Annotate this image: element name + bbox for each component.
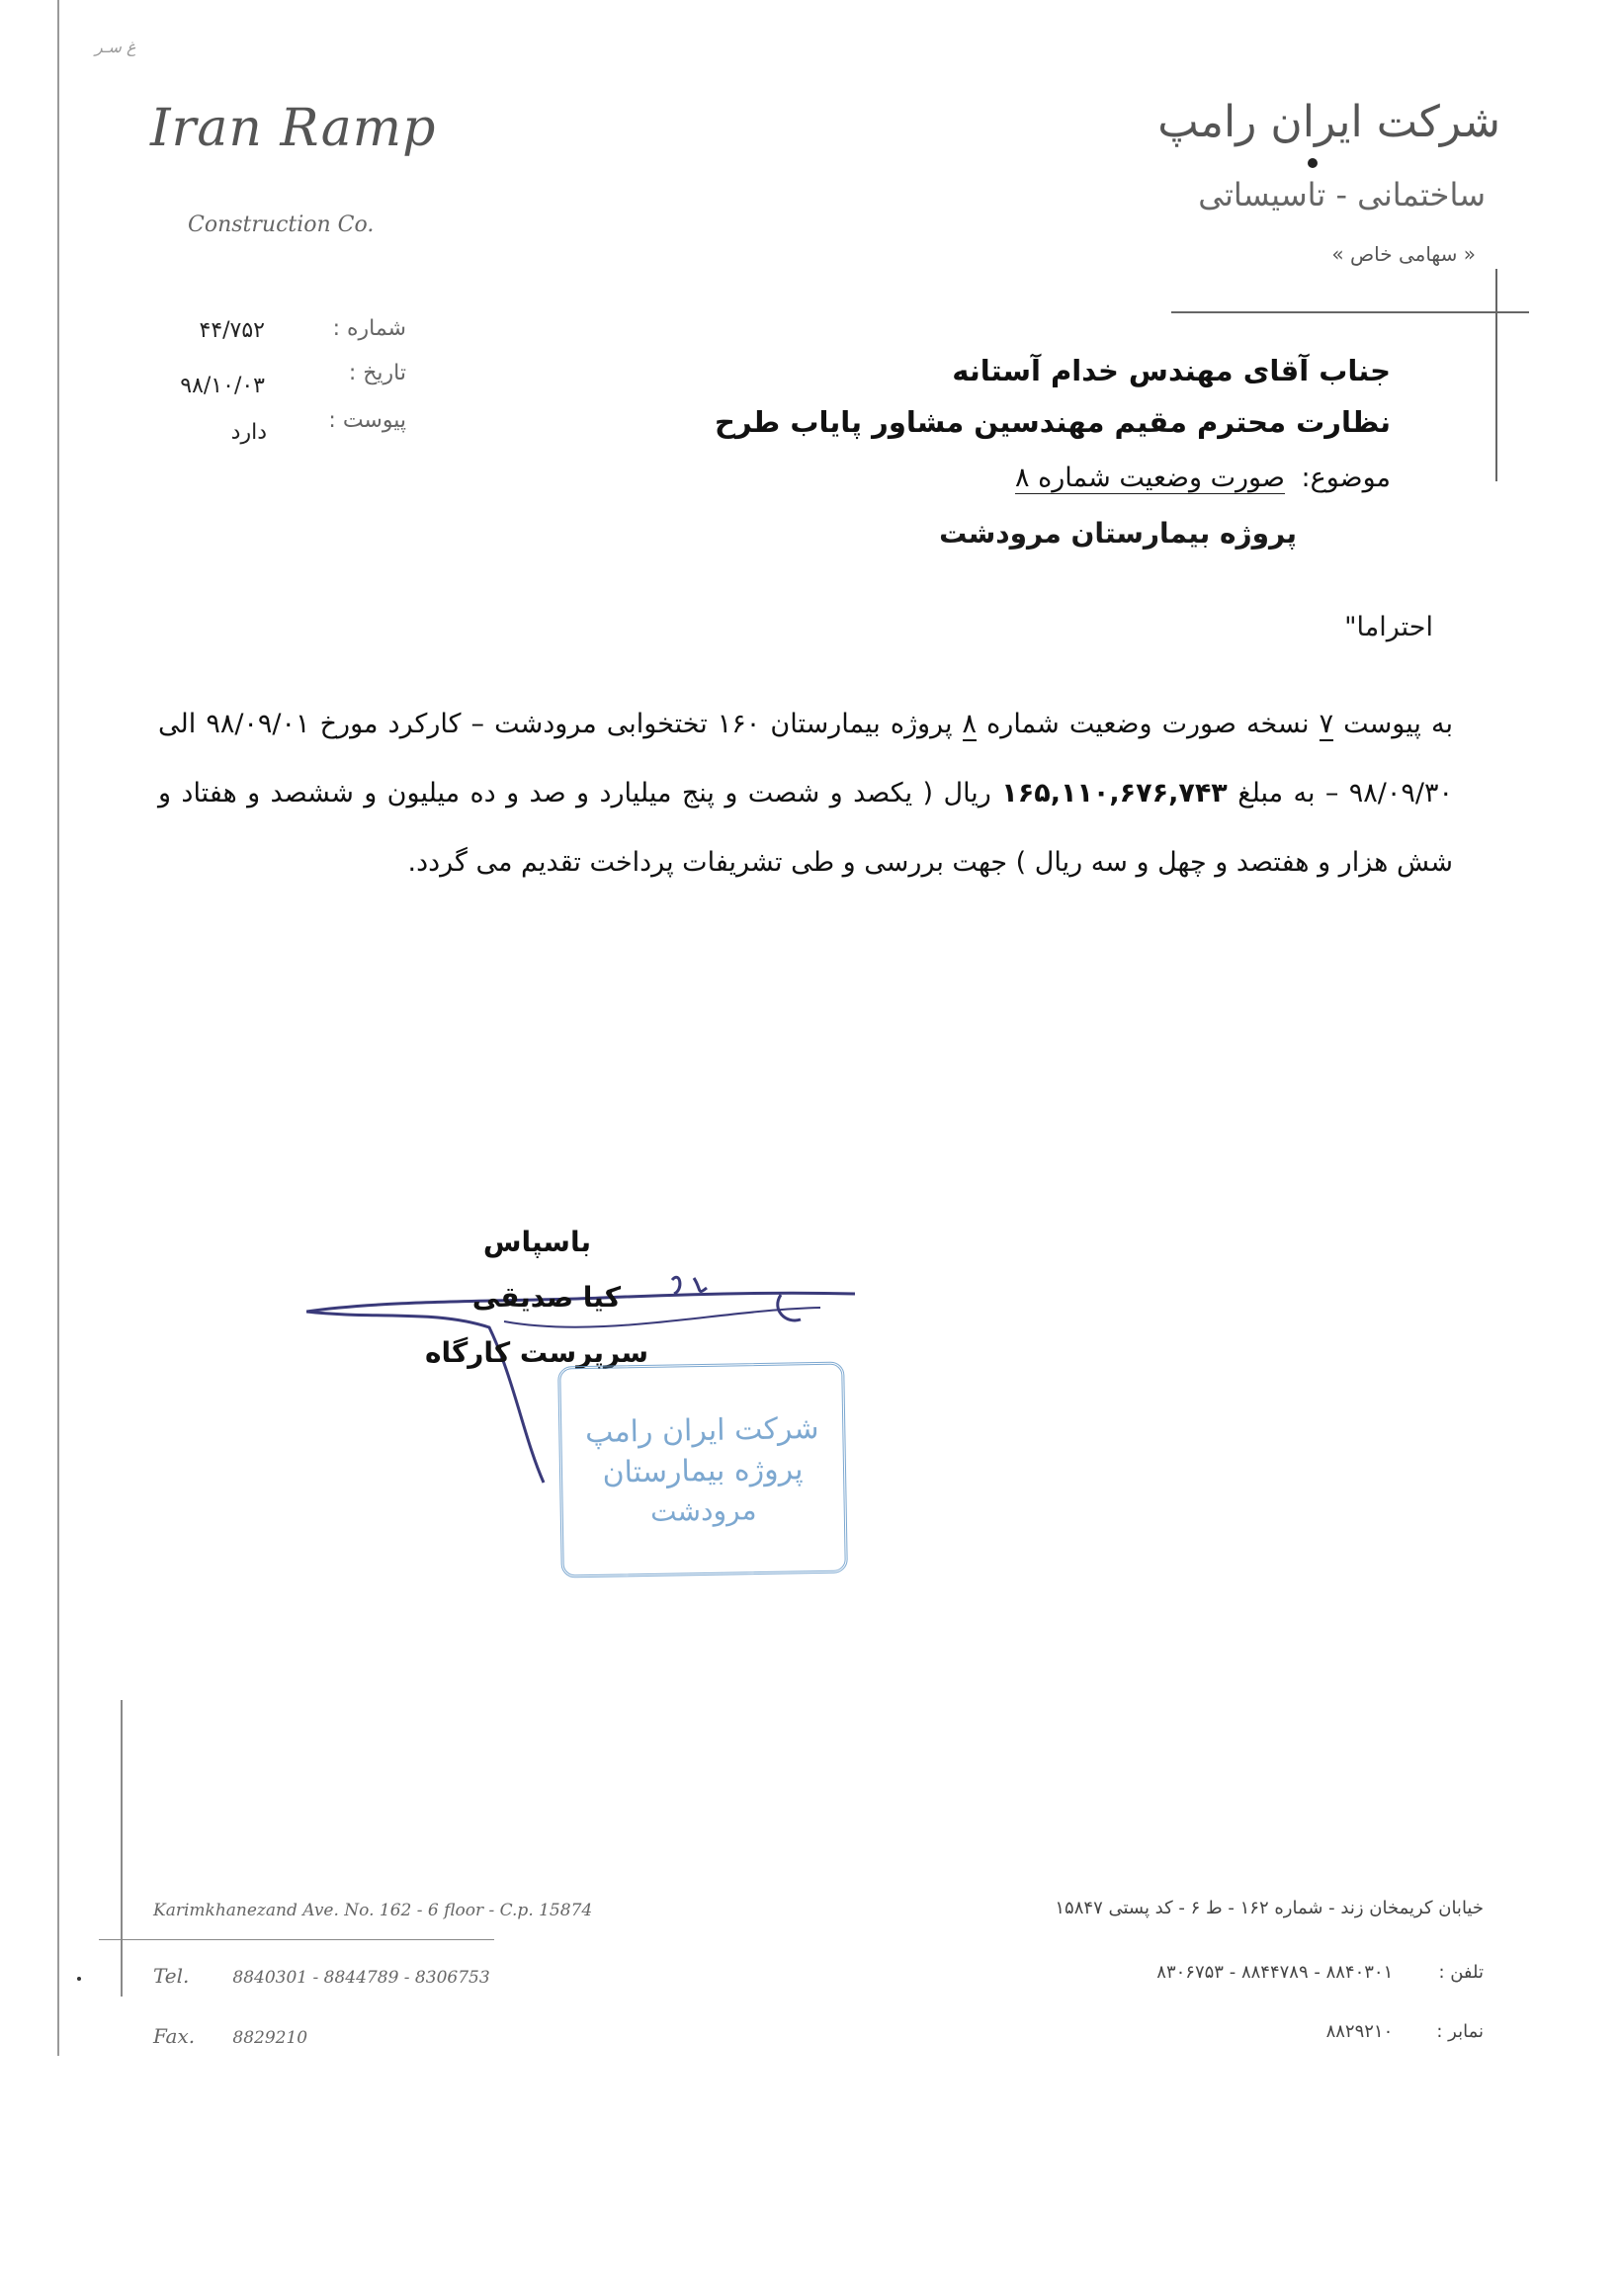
fax-label-en: Fax. [153,2024,196,2048]
footer-phone-en [153,1964,490,1988]
scan-edge-line [57,0,59,2056]
phone-label-fa: تلفن : [1438,1962,1484,1983]
fax-number-en: 8829210 [232,2028,308,2048]
body-text: نسخه صورت وضعیت شماره [986,709,1310,739]
header-rule-horizontal [1171,311,1529,313]
scan-dot [77,1977,81,1981]
project-name: پروژه بیمارستان مرودشت [939,517,1297,550]
fax-label-fa: نمابر : [1436,2021,1484,2042]
phone-label-en: Tel. [153,1964,190,1988]
stamp-city: مرودشت [649,1492,757,1528]
signatory-title: سرپرست کارگاه [424,1336,648,1369]
body-text: پروژه بیمارستان ۱۶۰ تختخوابی مرودشت – کارکرد مورخ ۹۸/۰۹/۰۱ الی ۹۸/۰۹/۳۰ – به مبلغ [158,709,1454,808]
date-label: تاریخ : [348,361,406,385]
corner-handwritten-mark: غ سـر [95,38,136,56]
company-stamp [557,1361,848,1577]
date-value: ۹۸/۱۰/۰۳ [180,374,265,398]
attachment-value: دارد [230,420,267,445]
copies-count: ۷ [1319,709,1334,739]
footer-phone-fa [1156,1962,1484,1983]
signature-closing: باسپاس [482,1226,591,1258]
amount-value: ۱۶۵,۱۱۰,۶۷۶,۷۴۳ [1001,778,1228,808]
signatory-name: کیا صدیقی [471,1281,621,1314]
company-name-fa: شرکت ایران رامپ [1157,97,1500,147]
company-subtitle-en: Construction Co. [188,213,375,237]
header-rule-vertical [1495,269,1497,481]
company-name-en: Iran Ramp [150,99,437,158]
letterhead-dot [1308,158,1318,168]
subject-value: صورت وضعیت شماره ۸ [1015,463,1285,493]
stamp-project: پروژه بیمارستان [602,1451,804,1490]
footer-fax-en [153,2024,307,2048]
phone-numbers-en: 8840301 - 8844789 - 8306753 [232,1968,490,1988]
footer-rule [99,1939,494,1940]
number-label: شماره : [332,316,406,341]
stamp-company-name: شرکت ایران رامپ [584,1410,819,1450]
letter-body [158,690,1453,897]
recipient-organization-line: نظارت محترم مقیم مهندسین مشاور پایاب طرح [714,405,1391,439]
attachment-label: پیوست : [328,408,406,433]
footer-fax-fa [1326,2021,1484,2042]
fax-number-fa: ۸۸۲۹۲۱۰ [1325,2021,1394,2042]
recipient-line: جناب آقای مهندس خدام آستانه [952,354,1391,387]
statement-number: ۸ [962,709,978,739]
footer-address-fa: خیابان کریمخان زند - شماره ۱۶۲ - ط ۶ - کد پستی ۱۵۸۴۷ [1055,1898,1484,1918]
phone-numbers-fa: ۸۸۴۰۳۰۱ - ۸۸۴۴۷۸۹ - ۸۳۰۶۷۵۳ [1156,1962,1394,1983]
body-text: ریال ( یکصد و شصت و پنج میلیارد و صد و ده میلیون و ششصد و هفتاد و شش هزار و هفتصد و چهل و سه ریال ) جهت بررسی و طی تشریفات پرداخت تقدیم می گردد. [158,778,1453,878]
company-subtitle-fa: ساختمانی - تاسیساتی [1198,176,1486,213]
subject-label: موضوع: [1301,463,1391,493]
salutation: احتراما" [1344,612,1433,642]
body-text: به پیوست [1343,709,1453,739]
number-value: ۴۴/۷۵۲ [199,318,265,343]
company-type-fa: « سهامی خاص » [1331,242,1476,266]
footer-address-en: Karimkhanezand Ave. No. 162 - 6 floor - C.p. 15874 [153,1901,593,1920]
scan-edge-line-lower [121,1700,123,1997]
subject-line [1015,463,1391,493]
